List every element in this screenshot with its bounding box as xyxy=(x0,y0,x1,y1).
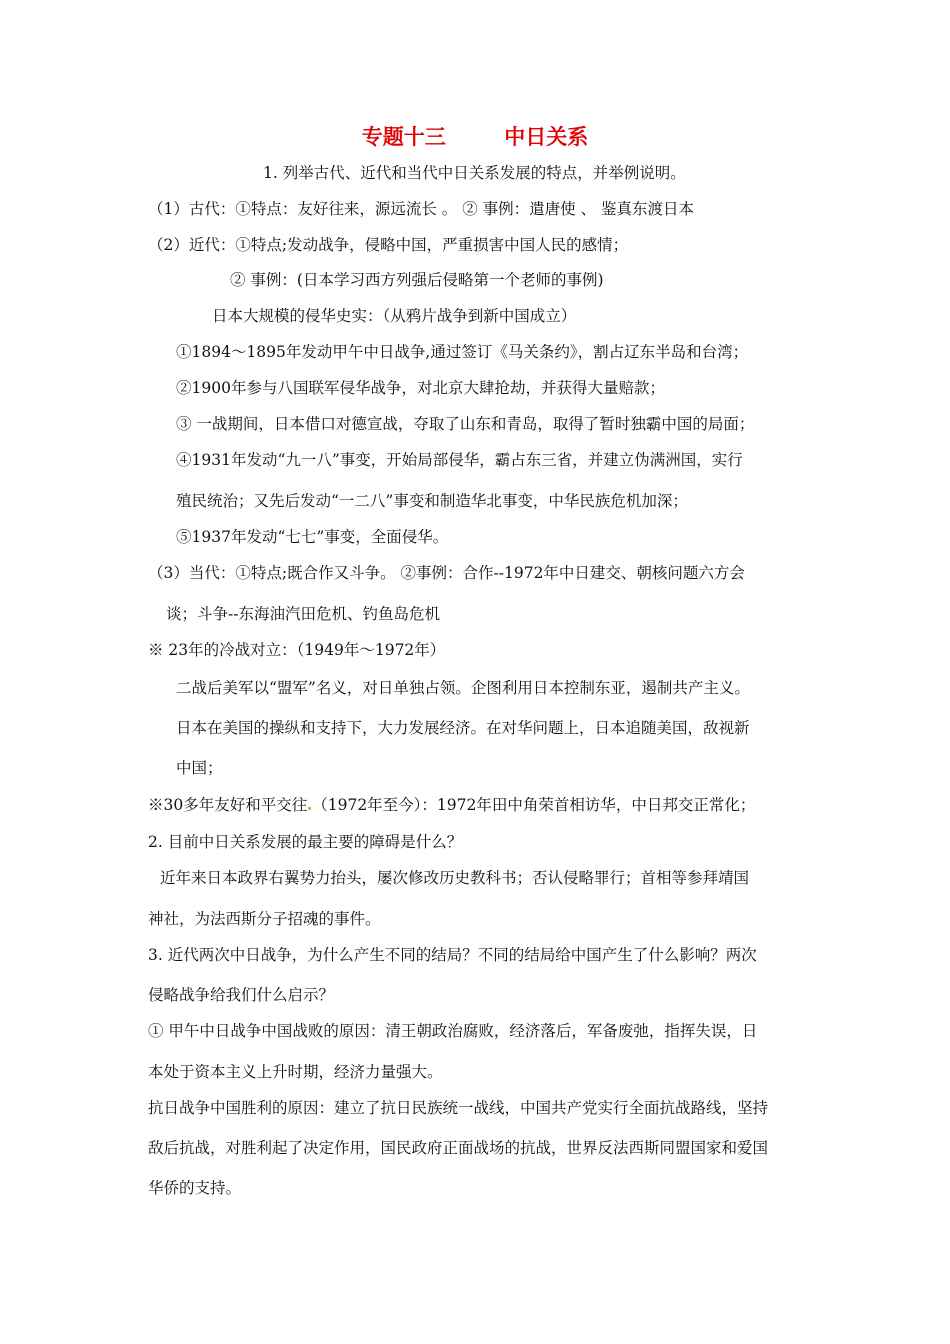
history-item-2: ②1900年参与八国联军侵华战争，对北京大肆抢劫，并获得大量赔款； xyxy=(176,379,665,397)
history-item-1: ①1894～1895年发动甲午中日战争,通过签订《马关条约》，割占辽东半岛和台湾； xyxy=(176,343,749,361)
friendship-lead: ※30多年友好和平交往 xyxy=(148,796,308,814)
friendship-rest: （1972年至今）：1972年田中角荣首相访华，中日邦交正常化； xyxy=(312,796,756,814)
modern-period-line: （2）近代：①特点;发动战争，侵略中国，严重损害中国人民的感情； xyxy=(148,236,629,254)
question-3-line-2: 侵略战争给我们什么启示？ xyxy=(148,986,335,1004)
marker-dot xyxy=(308,807,311,810)
question-3-line-1: 3. 近代两次中日战争，为什么产生不同的结局？不同的结局给中国产生了什么影响？两次 xyxy=(148,946,757,964)
answer-3-victory-line-3: 华侨的支持。 xyxy=(148,1179,242,1197)
cold-war-line-1: 二战后美军以“盟军”名义，对日单独占领。企图利用日本控制东亚，遏制共产主义。 xyxy=(176,679,750,697)
answer-2-line-2: 神社，为法西斯分子招魂的事件。 xyxy=(148,910,381,928)
answer-3-defeat-line-2: 本处于资本主义上升时期，经济力量强大。 xyxy=(148,1063,443,1081)
history-item-4: ④1931年发动“九一八”事变，开始局部侵华，霸占东三省，并建立伪满洲国，实行 xyxy=(176,451,743,469)
answer-3-victory-line-2: 敌后抗战，对胜利起了决定作用，国民政府正面战场的抗战，世界反法西斯同盟国家和爱国 xyxy=(148,1139,769,1157)
question-1: 1. 列举古代、近代和当代中日关系发展的特点，并举例说明。 xyxy=(263,164,686,182)
cold-war-line-3: 中国； xyxy=(176,759,223,777)
contemporary-period-line: （3）当代：①特点;既合作又斗争。 ②事例：合作--1972年中日建交、朝核问题六方会 xyxy=(148,564,745,582)
history-item-5: ⑤1937年发动“七七”事变，全面侵华。 xyxy=(176,528,449,546)
invasion-history-heading: 日本大规模的侵华史实：（从鸦片战争到新中国成立） xyxy=(212,307,577,325)
page-title: 专题十三 中日关系 xyxy=(361,125,589,149)
history-item-3: ③ 一战期间，日本借口对德宣战，夺取了山东和青岛，取得了暂时独霸中国的局面； xyxy=(176,415,755,433)
answer-2-line-1: 近年来日本政界右翼势力抬头，屡次修改历史教科书；否认侵略罪行；首相等参拜靖国 xyxy=(160,869,750,887)
contemporary-period-continued: 谈；斗争--东海油汽田危机、钓鱼岛危机 xyxy=(166,605,440,623)
answer-3-victory-line-1: 抗日战争中国胜利的原因：建立了抗日民族统一战线，中国共产党实行全面抗战路线，坚持 xyxy=(148,1099,769,1117)
cold-war-line-2: 日本在美国的操纵和支持下，大力发展经济。在对华问题上，日本追随美国，敌视新 xyxy=(176,719,750,737)
question-2: 2. 目前中日关系发展的最主要的障碍是什么？ xyxy=(148,833,463,851)
ancient-period-line: （1）古代：①特点：友好往来，源远流长 。 ② 事例：遣唐使 、 鉴真东渡日本 xyxy=(148,200,694,218)
history-item-4-continued: 殖民统治；又先后发动“一二八”事变和制造华北事变，中华民族危机加深； xyxy=(176,492,688,510)
modern-example-line: ② 事例：(日本学习西方列强后侵略第一个老师的事例) xyxy=(230,271,604,289)
friendship-line xyxy=(148,795,755,815)
answer-3-defeat-line-1: ① 甲午中日战争中国战败的原因：清王朝政治腐败，经济落后，军备废弛，指挥失误，日 xyxy=(148,1022,758,1040)
cold-war-heading: ※ 23年的冷战对立：（1949年～1972年） xyxy=(148,641,446,659)
